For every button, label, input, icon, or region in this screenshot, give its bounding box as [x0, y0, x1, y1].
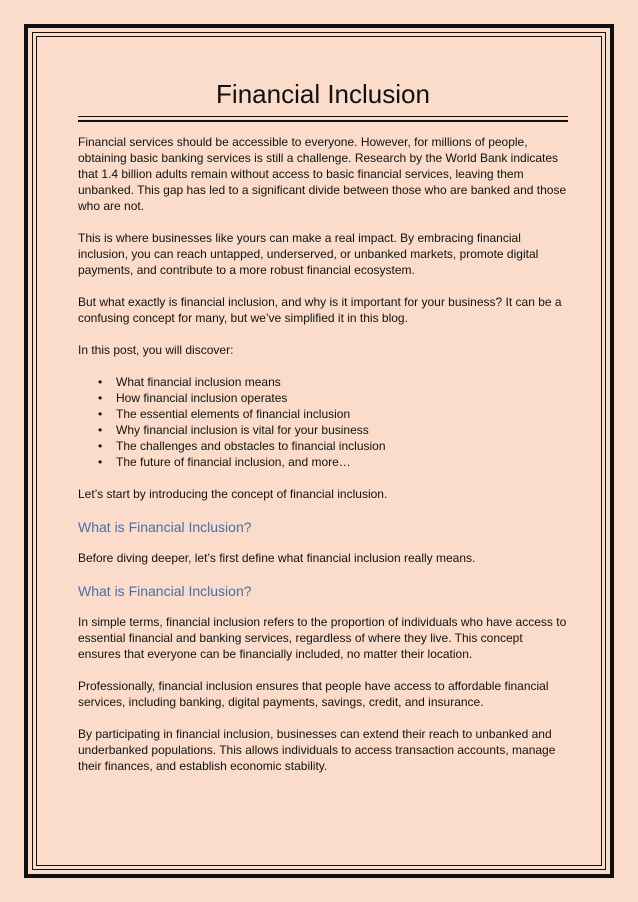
paragraph-discover: In this post, you will discover:	[78, 343, 234, 357]
paragraph-impact: This is where businesses like yours can make a real impact. By embracing financial inclusion, you can reach untapped, underserved, or unbanked markets, promote digital payments, and contribute to a more robust financial ecosystem.	[78, 231, 539, 277]
topics-list	[78, 374, 568, 470]
document-body	[78, 76, 568, 790]
list-item: • How financial inclusion operates	[116, 390, 568, 406]
list-item: • The essential elements of financial inclusion	[116, 406, 568, 422]
title-underline	[78, 116, 568, 122]
section-heading-1: What is Financial Inclusion?	[78, 519, 252, 535]
document-title: Financial Inclusion	[216, 79, 430, 109]
list-item: • The future of financial inclusion, and more…	[116, 454, 568, 470]
list-item: • The challenges and obstacles to financial inclusion	[116, 438, 568, 454]
paragraph-professionally: Professionally, financial inclusion ensures that people have access to affordable financial services, including banking, digital payments, savings, credit, and insurance.	[78, 679, 549, 709]
list-item: • What financial inclusion means	[116, 374, 568, 390]
paragraph-question: But what exactly is financial inclusion, and why is it important for your business? It can be a confusing concept for many, but we’ve simplified it in this blog.	[78, 295, 562, 325]
paragraph-simple-terms: In simple terms, financial inclusion refers to the proportion of individuals who have access to essential financial and banking services, regardless of where they live. This concept ensures that everyone can be financially included, no matter their location.	[78, 615, 567, 661]
paragraph-define: Before diving deeper, let’s first define what financial inclusion really means.	[78, 551, 476, 565]
section-heading-2: What is Financial Inclusion?	[78, 583, 252, 599]
paragraph-participating: By participating in financial inclusion, businesses can extend their reach to unbanked and underbanked populations. This allows individuals to access transaction accounts, manage their finances, and establish economic stability.	[78, 727, 556, 773]
paragraph-intro: Financial services should be accessible to everyone. However, for millions of people, obtaining basic banking services is still a challenge. Research by the World Bank indicates that 1.4 billion adults remain without access to basic financial services, leaving them unbanked. This gap has led to a significant divide between those who are banked and those who are not.	[78, 135, 567, 213]
paragraph-start: Let’s start by introducing the concept of financial inclusion.	[78, 487, 388, 501]
list-item: • Why financial inclusion is vital for your business	[116, 422, 568, 438]
